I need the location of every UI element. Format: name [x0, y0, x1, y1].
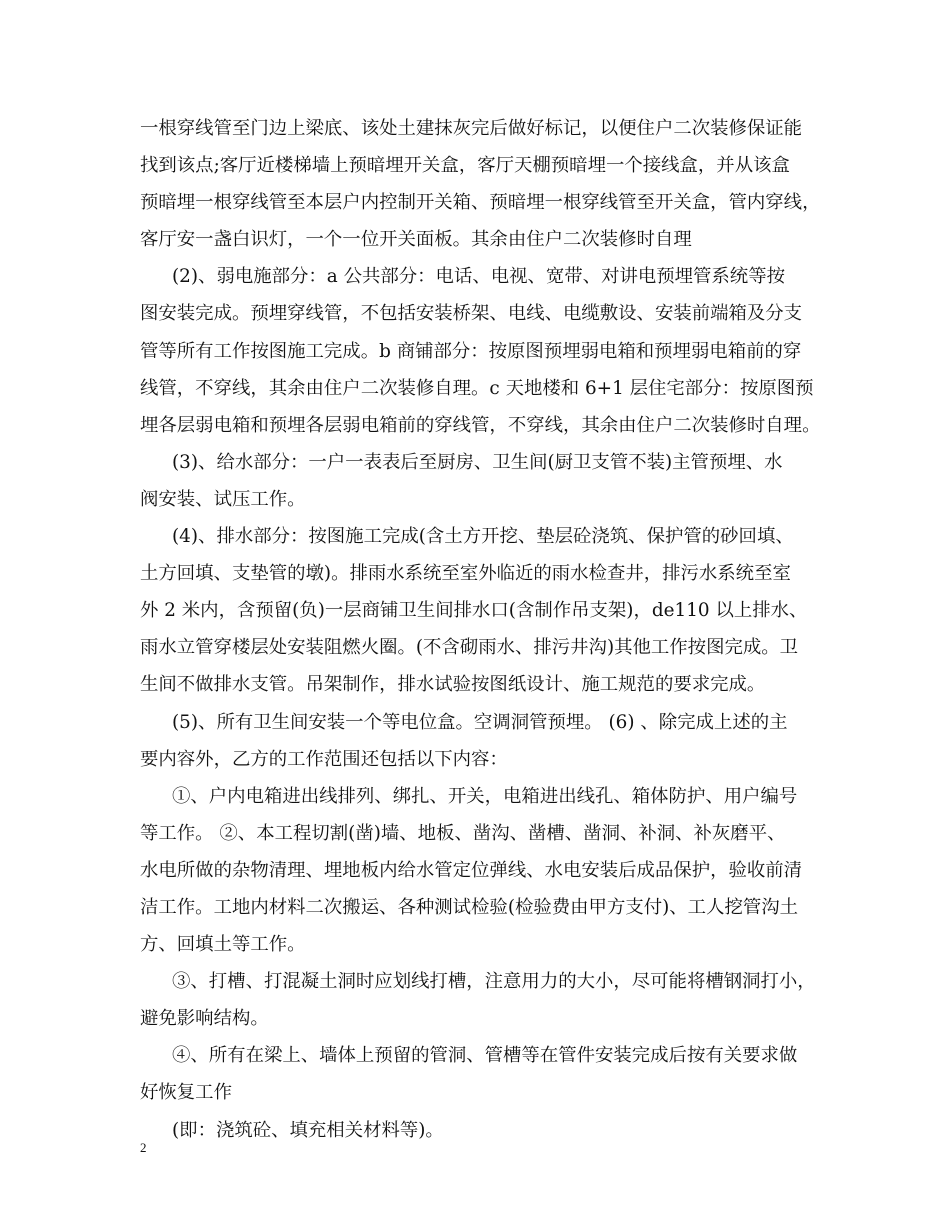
text-line: 生间不做排水支管。吊架制作，排水试验按图纸设计、施工规范的要求完成。 [140, 674, 766, 696]
text-line: 好恢复工作 [140, 1082, 232, 1104]
text-line: 雨水立管穿楼层处安装阻燃火圈。(不含砌雨水、排污井沟)其他工作按图完成。卫 [140, 637, 799, 659]
text-line: 图安装完成。预埋穿线管，不包括安装桥架、电线、电缆敷设、安装前端箱及分支 [140, 303, 803, 325]
paragraph-line: ③、打槽、打混凝土洞时应划线打槽，注意用力的大小，尽可能将槽钢洞打小， [172, 971, 816, 993]
text-line: 管等所有工作按图施工完成。b 商铺部分：按原图预埋弱电箱和预埋弱电箱前的穿 [140, 340, 802, 362]
text-line: 方、回填土等工作。 [140, 934, 306, 956]
text-line: 埋各层弱电箱和预埋各层弱电箱前的穿线管，不穿线，其余由住户二次装修时自理。 [140, 414, 821, 436]
text-line: 客厅安一盏白识灯，一个一位开关面板。其余由住户二次装修时自理 [140, 229, 692, 251]
text-line: 一根穿线管至门边上梁底、该处土建抹灰完后做好标记，以便住户二次装修保证能 [140, 118, 803, 139]
text-line: 阀安装、试压工作。 [140, 488, 306, 510]
paragraph-line: (3)、给水部分：一户一表表后至厨房、卫生间(厨卫支管不装)主管预埋、水 [172, 451, 783, 473]
text-line: 水电所做的杂物清理、埋地板内给水管定位弹线、水电安装后成品保护，验收前清 [140, 859, 803, 881]
text-line: 外 2 米内，含预留(负)一层商铺卫生间排水口(含制作吊支架)，de110 以上排水、 [140, 600, 808, 622]
page-number: 2 [140, 1140, 147, 1155]
text-line: 线管，不穿线，其余由住户二次装修自理。c 天地楼和 6+1 层住宅部分：按原图预 [140, 377, 814, 399]
text-line: 预暗埋一根穿线管至本层户内控制开关箱、预暗埋一根穿线管至开关盒，管内穿线， [140, 192, 821, 214]
text-line: 洁工作。工地内材料二次搬运、各种测试检验(检验费由甲方支付)、工人挖管沟土 [140, 896, 799, 918]
text-line: 避免影响结构。 [140, 1008, 269, 1030]
paragraph-line: (4)、排水部分：按图施工完成(含土方开挖、垫层砼浇筑、保护管的砂回填、 [172, 526, 794, 548]
paragraph-line: (5)、所有卫生间安装一个等电位盒。空调洞管预埋。 (6) 、除完成上述的主 [172, 711, 788, 733]
text-line: 找到该点;客厅近楼梯墙上预暗埋开关盒，客厅天棚预暗埋一个接线盒，并从该盒 [140, 155, 790, 177]
text-line: 要内容外，乙方的工作范围还包括以下内容： [140, 748, 508, 770]
paragraph-line: (2)、弱电施部分：a 公共部分：电话、电视、宽带、对讲电预埋管系统等按 [172, 266, 785, 288]
paragraph-line: ④、所有在梁上、墙体上预留的管洞、管槽等在管件安装完成后按有关要求做 [172, 1045, 798, 1067]
document-body [140, 110, 820, 1149]
text-line: 土方回填、支垫管的墩)。排雨水系统至室外临近的雨水检查井，排污水系统至室 [140, 563, 791, 585]
paragraph-line: ①、户内电箱进出线排列、绑扎、开关，电箱进出线孔、箱体防护、用户编号 [172, 785, 798, 807]
paragraph-line: (即：浇筑砼、填充相关材料等)。 [172, 1119, 444, 1141]
text-line: 等工作。 ②、本工程切割(凿)墙、地板、凿沟、凿槽、凿洞、补洞、补灰磨平、 [140, 822, 786, 844]
